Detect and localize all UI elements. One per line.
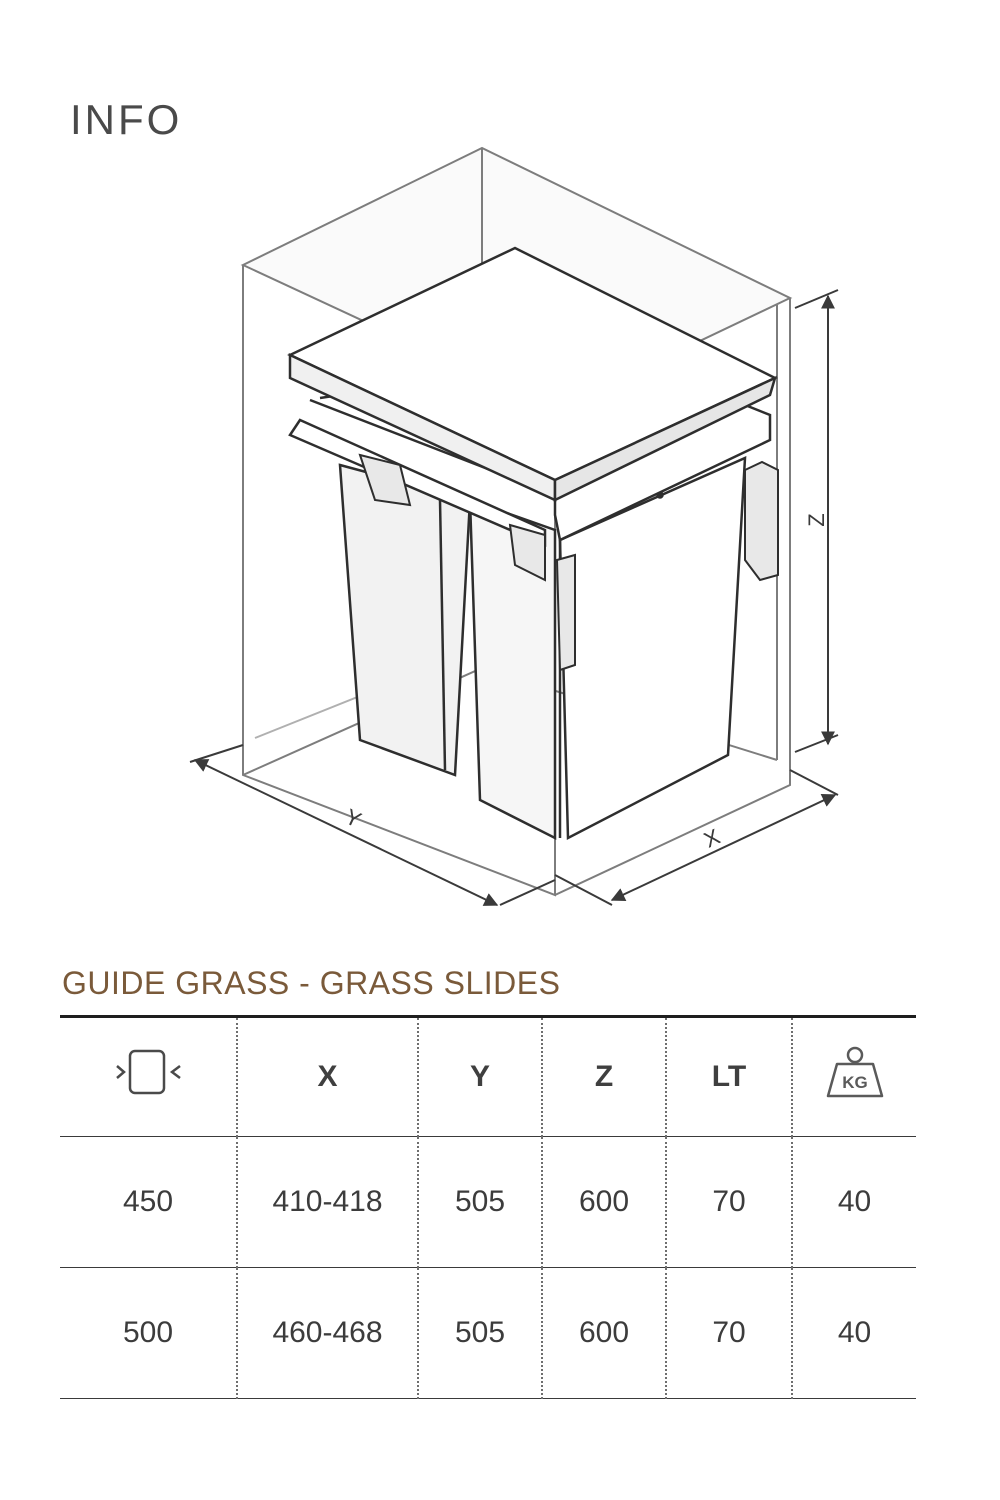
- dimension-y-label: Y: [341, 803, 366, 833]
- cell-z: 600: [542, 1137, 666, 1268]
- cabinet-width-icon: [108, 1048, 188, 1106]
- weight-kg-icon: [823, 1044, 887, 1110]
- cell-x: 410-418: [237, 1137, 418, 1268]
- cell-lt: 70: [666, 1137, 792, 1268]
- col-header-cabinet-width: [60, 1017, 237, 1137]
- cell-x: 460-468: [237, 1268, 418, 1399]
- cell-y: 505: [418, 1268, 542, 1399]
- cell-cabinet: 450: [60, 1137, 237, 1268]
- cell-z: 600: [542, 1268, 666, 1399]
- cell-kg: 40: [792, 1137, 916, 1268]
- cell-y: 505: [418, 1137, 542, 1268]
- page-title: INFO: [70, 96, 183, 143]
- col-header-lt: LT: [666, 1017, 792, 1137]
- col-header-z: Z: [542, 1017, 666, 1137]
- bin-left: [340, 465, 470, 775]
- spec-table-title: GUIDE GRASS - GRASS SLIDES: [62, 965, 561, 1001]
- table-row: [60, 1268, 916, 1399]
- dimension-z-label: Z: [804, 513, 829, 527]
- cell-kg: 40: [792, 1268, 916, 1399]
- spec-table: [60, 1015, 916, 1399]
- col-header-weight: [792, 1017, 916, 1137]
- cell-lt: 70: [666, 1268, 792, 1399]
- cell-cabinet: 500: [60, 1268, 237, 1399]
- dimension-x-label: X: [699, 823, 724, 853]
- table-row: [60, 1137, 916, 1268]
- col-header-x: X: [237, 1017, 418, 1137]
- weight-kg-label: KG: [841, 1073, 868, 1092]
- spec-table-header: [60, 1017, 916, 1137]
- col-header-y: Y: [418, 1017, 542, 1137]
